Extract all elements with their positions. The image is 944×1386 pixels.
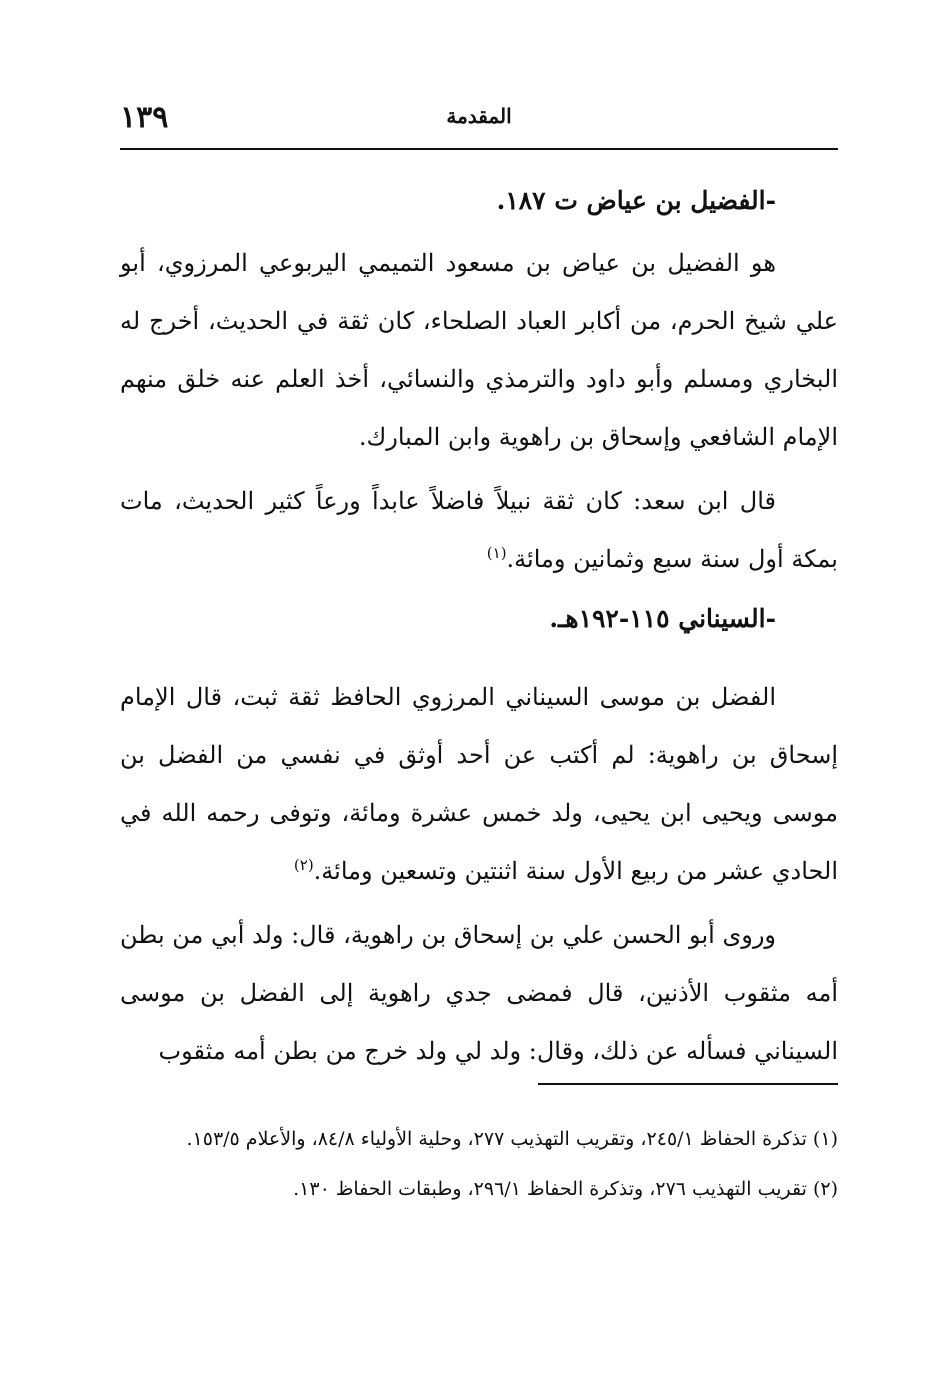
page-number: ١٣٩ xyxy=(120,100,169,135)
footnotes xyxy=(120,1118,838,1218)
paragraph-text: الفضل بن موسى السيناني المرزوي الحافظ ثقة ثبت، قال الإمام إسحاق بن راهوية: لم أكتب عن أحد أوثق في نفسي من الفضل بن موسى ويحيى ابن يحيى، ولد خمس عشرة ومائة، وتوفى رحمه الله في الحادي عشر من ربيع الأول سنة اثنتين وتسعين ومائة. xyxy=(120,683,838,885)
footnote-separator xyxy=(538,1083,838,1085)
paragraph-text: وروى أبو الحسن علي بن إسحاق بن راهوية، قال: ولد أبي من بطن أمه مثقوب الأذنين، قال فمضى جدي راهوية إلى الفضل بن موسى السيناني فسأله عن ذلك، وقال: ولد لي ولد خرج من بطن أمه مثقوب xyxy=(120,921,838,1065)
footnote-ref-2[interactable]: (٢) xyxy=(293,856,314,874)
footnote-1: (١) تذكرة الحفاظ ٢٤٥/١، وتقريب التهذيب ٢٧٧، وحلية الأولياء ٨٤/٨، والأعلام ١٥٣/٥. xyxy=(186,1128,838,1150)
paragraph-ibn-sad-quote xyxy=(120,472,838,588)
paragraph-fudayl-bio xyxy=(120,234,838,466)
footnote-2: (٢) تقريب التهذيب ٢٧٦، وتذكرة الحفاظ ٢٩٦/١، وطبقات الحفاظ ١٣٠. xyxy=(293,1178,838,1200)
section-heading-sinani: -السيناني ١١٥-١٩٢هـ. xyxy=(549,604,776,633)
main-text xyxy=(120,176,838,1080)
running-title: المقدمة xyxy=(446,104,512,128)
header-rule xyxy=(120,148,838,150)
paragraph-abu-al-hasan-narration xyxy=(120,906,838,1080)
paragraph-text: قال ابن سعد: كان ثقة نبيلاً فاضلاً عابداً ورعاً كثير الحديث، مات بمكة أول سنة سبع وثمانين ومائة. xyxy=(120,487,838,573)
paragraph-sinani-bio xyxy=(120,668,838,900)
paragraph-text: هو الفضيل بن عياض بن مسعود التميمي اليربوعي المرزوي، أبو علي شيخ الحرم، من أكابر العباد الصلحاء، كان ثقة في الحديث، أخرج له البخاري ومسلم وأبو داود والترمذي والنسائي، أخذ العلم عنه خلق منهم الإمام الشافعي وإسحاق بن راهوية وابن المبارك. xyxy=(120,249,838,451)
page-header xyxy=(120,100,838,148)
footnote-ref-1[interactable]: (١) xyxy=(486,544,507,562)
section-heading-fudayl: -الفضيل بن عياض ت ١٨٧. xyxy=(496,186,776,215)
